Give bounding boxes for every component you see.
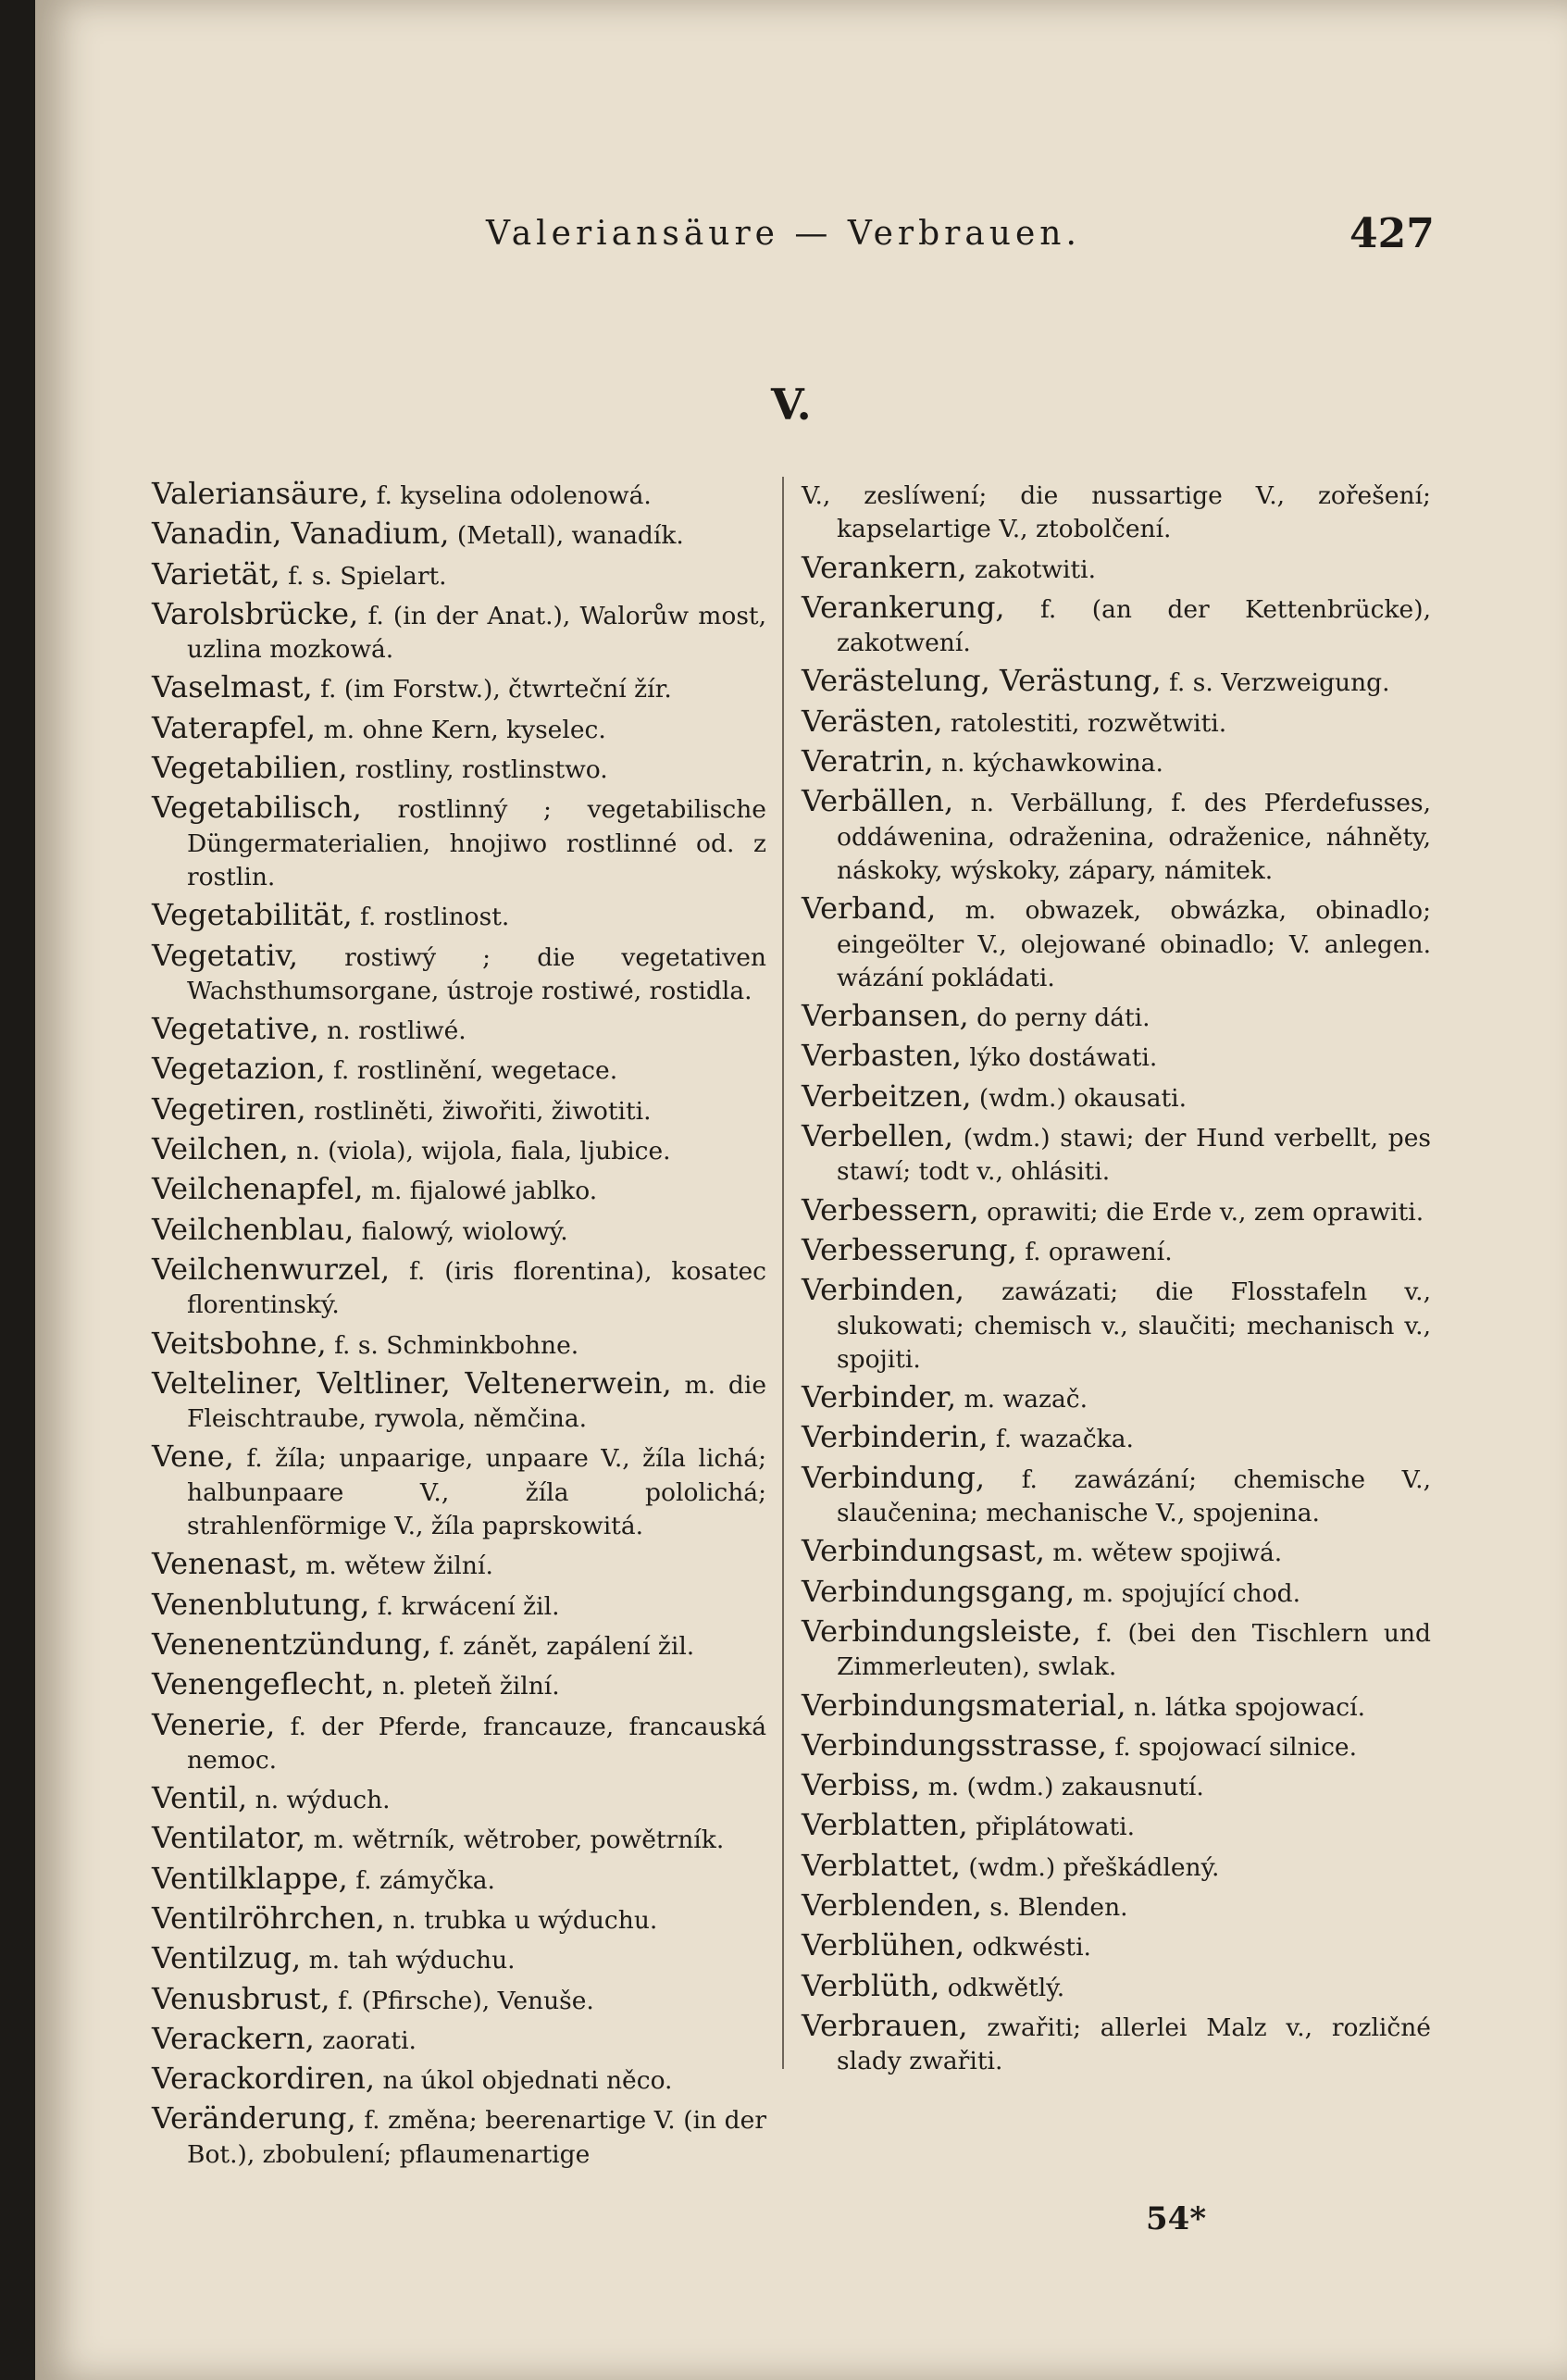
entry-headword: Ventilzug,	[152, 1940, 302, 1976]
entry-definition: m. tah wýduchu.	[301, 1946, 516, 1975]
dictionary-entry	[152, 1172, 766, 1208]
dictionary-entry	[152, 2062, 766, 2098]
entry-headword: Veratrin,	[802, 743, 934, 779]
entry-headword: Ventilröhrchen,	[152, 1900, 385, 1936]
entry-definition: f. oprawení.	[1016, 1237, 1173, 1266]
entry-headword: Veilchenwurzel,	[152, 1251, 391, 1287]
dictionary-entry	[152, 1941, 766, 1977]
entry-headword: Verbinder,	[802, 1379, 957, 1415]
dictionary-entry	[802, 2009, 1431, 2079]
entry-headword: Verankern,	[802, 549, 967, 585]
entry-headword: Venenblutung,	[152, 1586, 370, 1622]
entry-definition: rostliněti, žiwořiti, žiwotiti.	[305, 1096, 652, 1126]
entry-headword: Venerie,	[152, 1706, 276, 1742]
entry-definition: f. der Pferde, francauze, francauská nemoc.	[187, 1712, 766, 1775]
dictionary-entry	[152, 1821, 766, 1857]
dictionary-entry	[152, 1982, 766, 2018]
signature-mark: 54*	[1146, 2200, 1207, 2237]
entry-definition: odkwětlý.	[939, 1973, 1065, 2002]
dictionary-entry	[802, 591, 1431, 661]
dictionary-entry	[802, 1461, 1431, 1531]
dictionary-entry	[152, 597, 766, 667]
dictionary-entry	[152, 2101, 766, 2172]
entry-definition: (wdm.) stawi; der Hund verbellt, pes stawí; todt v., ohlásiti.	[837, 1124, 1431, 1187]
left-column	[152, 477, 766, 2175]
entry-headword: Varietät,	[152, 555, 280, 592]
entry-headword: Verblüth,	[802, 1967, 940, 2003]
dictionary-entry	[802, 551, 1431, 587]
dictionary-entry	[152, 1901, 766, 1938]
entry-definition: fialowý, wiolowý.	[354, 1216, 568, 1246]
entry-definition: s. Blenden.	[981, 1892, 1128, 1922]
entry-definition: do perny dáti.	[968, 1003, 1150, 1033]
dictionary-entry	[802, 1688, 1431, 1725]
entry-headword: Valeriansäure,	[152, 476, 369, 511]
entry-definition: f. s. Verzweigung.	[1161, 668, 1390, 698]
dictionary-entry	[152, 711, 766, 747]
entry-definition: (wdm.) okausati.	[971, 1083, 1188, 1113]
entry-definition: n. trubka u wýduchu.	[384, 1905, 658, 1935]
entry-definition: f. (in der Anat.), Walorůw most, uzlina mozkowá.	[187, 601, 766, 665]
entry-definition: f. spojowací silnice.	[1106, 1732, 1358, 1762]
right-column	[802, 477, 1431, 2082]
entry-headword: Verbinderin,	[802, 1419, 989, 1455]
entry-headword: Ventilator,	[152, 1820, 306, 1856]
dictionary-entry	[152, 1327, 766, 1363]
dictionary-entry	[802, 477, 1431, 547]
dictionary-entry	[152, 670, 766, 706]
entry-headword: Vene,	[152, 1439, 234, 1475]
entry-definition: oprawiti; die Erde v., zem oprawiti.	[978, 1197, 1424, 1227]
dictionary-entry	[152, 1781, 766, 1817]
entry-definition: (wdm.) přeškádlený.	[960, 1852, 1220, 1882]
dictionary-entry	[802, 1420, 1431, 1456]
entry-headword: Verbindungsast,	[802, 1533, 1045, 1569]
running-header: Valeriansäure — Verbrauen.	[486, 215, 1081, 253]
entry-headword: Verbiss,	[802, 1767, 921, 1803]
dictionary-entry	[802, 1233, 1431, 1269]
entry-definition: m. wětrník, wětrober, powětrník.	[305, 1825, 725, 1855]
entry-definition: f. (Pfirsche), Venuše.	[330, 1986, 594, 2015]
entry-definition: m. die Fleischtraube, rywola, němčina.	[187, 1370, 766, 1434]
entry-definition: odkwésti.	[964, 1933, 1091, 1963]
dictionary-entry	[802, 1079, 1431, 1115]
dictionary-entry	[802, 744, 1431, 780]
dictionary-entry	[152, 1012, 766, 1048]
entry-definition: n. rostliwé.	[318, 1016, 466, 1046]
dictionary-entry	[802, 1928, 1431, 1964]
dictionary-entry	[802, 1380, 1431, 1416]
dictionary-entry	[152, 1213, 766, 1249]
entry-definition: n. Verbällung, f. des Pferdefusses, oddáwenina, odraženina, odraženice, náhněty, náskoky, wýskoky, zápary, námitek.	[837, 789, 1431, 885]
entry-definition: f. kyselina odolenowá.	[368, 481, 652, 510]
entry-definition: m. wětew žilní.	[297, 1551, 493, 1581]
entry-definition: m. spojující chod.	[1075, 1578, 1301, 1608]
dictionary-entry	[152, 517, 766, 553]
entry-headword: Vegetabilien,	[152, 750, 348, 786]
entry-headword: Verbasten,	[802, 1038, 962, 1074]
entry-headword: Velteliner, Veltliner, Veltenerwein,	[152, 1364, 672, 1401]
entry-headword: Verästen,	[802, 703, 943, 739]
dictionary-entry	[802, 1039, 1431, 1075]
dictionary-entry	[152, 1439, 766, 1543]
entry-definition: f. s. Spielart.	[280, 561, 447, 591]
dictionary-entry	[802, 891, 1431, 995]
dictionary-entry	[802, 784, 1431, 888]
entry-headword: Verbrauen,	[802, 2007, 968, 2043]
entry-headword: Verbansen,	[802, 998, 969, 1034]
dictionary-entry	[152, 1547, 766, 1583]
entry-definition: m. fijalowé jablko.	[363, 1177, 598, 1206]
dictionary-entry	[802, 1888, 1431, 1925]
entry-headword: Venengeflecht,	[152, 1666, 375, 1702]
dictionary-entry	[152, 1092, 766, 1128]
entry-headword: Verankerung,	[802, 589, 1005, 625]
entry-headword: Veitsbohne,	[152, 1325, 327, 1361]
dictionary-entry	[152, 1252, 766, 1323]
dictionary-entry	[802, 1768, 1431, 1804]
entry-definition: lýko dostáwati.	[961, 1043, 1158, 1073]
dictionary-entry	[152, 1366, 766, 1437]
entry-headword: Venenast,	[152, 1546, 298, 1582]
entry-headword: Vegetabilität,	[152, 897, 353, 933]
dictionary-entry	[152, 2022, 766, 2058]
dictionary-entry	[152, 557, 766, 593]
entry-headword: Vegetazion,	[152, 1051, 326, 1087]
entry-definition: f. (iris florentina), kosatec florentinský.	[187, 1256, 766, 1320]
dictionary-entry	[802, 664, 1431, 700]
dictionary-entry	[152, 1588, 766, 1624]
dictionary-entry	[152, 939, 766, 1009]
entry-headword: Veränderung,	[152, 2100, 356, 2137]
entry-definition: rostlinný ; vegetabilische Düngermaterialien, hnojiwo rostlinné od. z rostlin.	[187, 795, 766, 891]
entry-headword: Veilchen,	[152, 1131, 289, 1167]
entry-headword: Verbesserung,	[802, 1231, 1017, 1267]
entry-headword: Vegetabilisch,	[152, 790, 362, 826]
entry-headword: Verbeitzen,	[802, 1078, 972, 1114]
entry-headword: Verbinden,	[802, 1272, 964, 1308]
dictionary-entry	[152, 751, 766, 787]
entry-definition: V., zeslíwení; die nussartige V., zořešení; kapselartige V., ztobolčení.	[802, 481, 1431, 544]
page-number: 427	[1349, 210, 1435, 257]
entry-headword: Vegetiren,	[152, 1090, 306, 1127]
entry-definition: f. (an der Kettenbrücke), zakotwení.	[837, 594, 1431, 658]
entry-definition: f. (bei den Tischlern und Zimmerleuten), swlak.	[837, 1618, 1431, 1682]
entry-headword: Verblattet,	[802, 1847, 961, 1883]
dictionary-entry	[152, 1708, 766, 1778]
entry-definition: m. wazač.	[956, 1385, 1088, 1414]
entry-headword: Varolsbrücke,	[152, 595, 359, 631]
entry-definition: n. pleteň žilní.	[374, 1672, 560, 1701]
entry-headword: Verbindung,	[802, 1459, 986, 1495]
dictionary-entry	[802, 999, 1431, 1035]
entry-definition: f. změna; beerenartige V. (in der Bot.), zbobulení; pflaumenartige	[187, 2106, 766, 2169]
entry-definition: n. wýduch.	[247, 1786, 391, 1815]
entry-definition: m. wětew spojiwá.	[1044, 1539, 1283, 1568]
entry-definition: f. (im Forstw.), čtwrteční žír.	[312, 675, 672, 704]
dictionary-entry	[802, 1808, 1431, 1844]
column-divider	[782, 477, 784, 2069]
entry-headword: Venusbrust,	[152, 1980, 330, 2016]
entry-definition: f. wazačka.	[988, 1425, 1134, 1454]
entry-headword: Verblatten,	[802, 1807, 968, 1843]
entry-headword: Verästelung, Verästung,	[802, 663, 1162, 699]
entry-definition: m. (wdm.) zakausnutí.	[920, 1773, 1204, 1802]
entry-definition: n. látka spojowací.	[1126, 1692, 1366, 1722]
entry-definition: f. žíla; unpaarige, unpaare V., žíla lichá; halbunpaare V., žíla pololichá; strahlenförmige V., žíla paprskowitá.	[187, 1444, 766, 1541]
entry-definition: ratolestiti, rozwětwiti.	[942, 708, 1227, 738]
entry-definition: f. zánět, zapálení žil.	[431, 1631, 695, 1661]
dictionary-entry	[152, 1862, 766, 1898]
entry-definition: připlátowati.	[967, 1813, 1136, 1842]
entry-definition: f. s. Schminkbohne.	[326, 1330, 579, 1360]
entry-headword: Verbindungsstrasse,	[802, 1726, 1107, 1763]
entry-definition: na úkol objednati něco.	[375, 2066, 673, 2096]
entry-headword: Verblenden,	[802, 1887, 982, 1923]
entry-headword: Vanadin, Vanadium,	[152, 516, 450, 552]
entry-definition: m. obwazek, obwázka, obinadlo; eingeölter V., olejowané obinadlo; V. anlegen. wázání pokládati.	[837, 896, 1431, 992]
dictionary-entry	[802, 1273, 1431, 1377]
entry-headword: Verbindungsgang,	[802, 1573, 1076, 1609]
entry-definition: (Metall), wanadík.	[449, 521, 684, 551]
dictionary-entry	[152, 1052, 766, 1088]
entry-headword: Ventilklappe,	[152, 1860, 348, 1896]
entry-headword: Vegetative,	[152, 1011, 319, 1047]
dictionary-entry	[802, 1849, 1431, 1885]
entry-headword: Vaterapfel,	[152, 709, 317, 745]
entry-definition: zakotwiti.	[966, 555, 1097, 584]
dictionary-entry	[152, 898, 766, 934]
entry-headword: Venenentzündung,	[152, 1626, 432, 1662]
entry-definition: n. (viola), wijola, fiala, ljubice.	[288, 1137, 671, 1166]
dictionary-entry	[802, 1969, 1431, 2005]
entry-headword: Veilchenblau,	[152, 1211, 354, 1247]
dictionary-entry	[802, 1119, 1431, 1190]
dictionary-entry	[802, 704, 1431, 741]
entry-headword: Ventil,	[152, 1780, 248, 1816]
entry-headword: Verackordiren,	[152, 2061, 376, 2097]
dictionary-entry	[152, 791, 766, 894]
entry-headword: Veilchenapfel,	[152, 1171, 364, 1207]
dictionary-entry	[152, 1132, 766, 1168]
entry-headword: Vaselmast,	[152, 669, 313, 705]
entry-headword: Verackern,	[152, 2020, 315, 2056]
dictionary-entry	[802, 1614, 1431, 1685]
dictionary-entry	[152, 1627, 766, 1664]
section-letter: V.	[771, 380, 812, 430]
dictionary-page	[35, 0, 1567, 2380]
dictionary-entry	[152, 1667, 766, 1703]
dictionary-entry	[802, 1728, 1431, 1764]
dictionary-entry	[802, 1193, 1431, 1229]
entry-definition: f. zámyčka.	[347, 1865, 495, 1895]
entry-definition: m. ohne Kern, kyselec.	[316, 715, 606, 744]
entry-headword: Verbessern,	[802, 1191, 979, 1227]
entry-headword: Verbällen,	[802, 783, 954, 819]
entry-headword: Verbindungsleiste,	[802, 1613, 1082, 1649]
dictionary-entry	[802, 1575, 1431, 1611]
entry-definition: zawázati; die Flosstafeln v., slukowati; chemisch v., slaučiti; mechanisch v., spojiti.	[837, 1277, 1431, 1374]
entry-headword: Verblühen,	[802, 1927, 965, 1963]
entry-definition: f. rostlinění, wegetace.	[325, 1056, 618, 1086]
entry-definition: rostliny, rostlinstwo.	[347, 755, 608, 785]
entry-definition: f. krwácení žil.	[369, 1591, 560, 1621]
entry-headword: Verbindungsmaterial,	[802, 1687, 1126, 1723]
entry-headword: Vegetativ,	[152, 937, 299, 973]
entry-definition: zwařiti; allerlei Malz v., rozličné slady zwařiti.	[837, 2012, 1431, 2076]
entry-headword: Verbellen,	[802, 1118, 954, 1154]
entry-definition: zaorati.	[314, 2025, 417, 2055]
dictionary-entry	[802, 1534, 1431, 1570]
entry-definition: rostiwý ; die vegetativen Wachsthumsorgane, ústroje rostiwé, rostidla.	[187, 942, 766, 1005]
dictionary-entry	[152, 477, 766, 513]
entry-definition: f. rostlinost.	[352, 903, 510, 932]
entry-definition: n. kýchawkowina.	[933, 749, 1163, 779]
entry-definition: f. zawázání; chemische V., slaučenina; mechanische V., spojenina.	[837, 1464, 1431, 1528]
entry-headword: Verband,	[802, 891, 937, 927]
